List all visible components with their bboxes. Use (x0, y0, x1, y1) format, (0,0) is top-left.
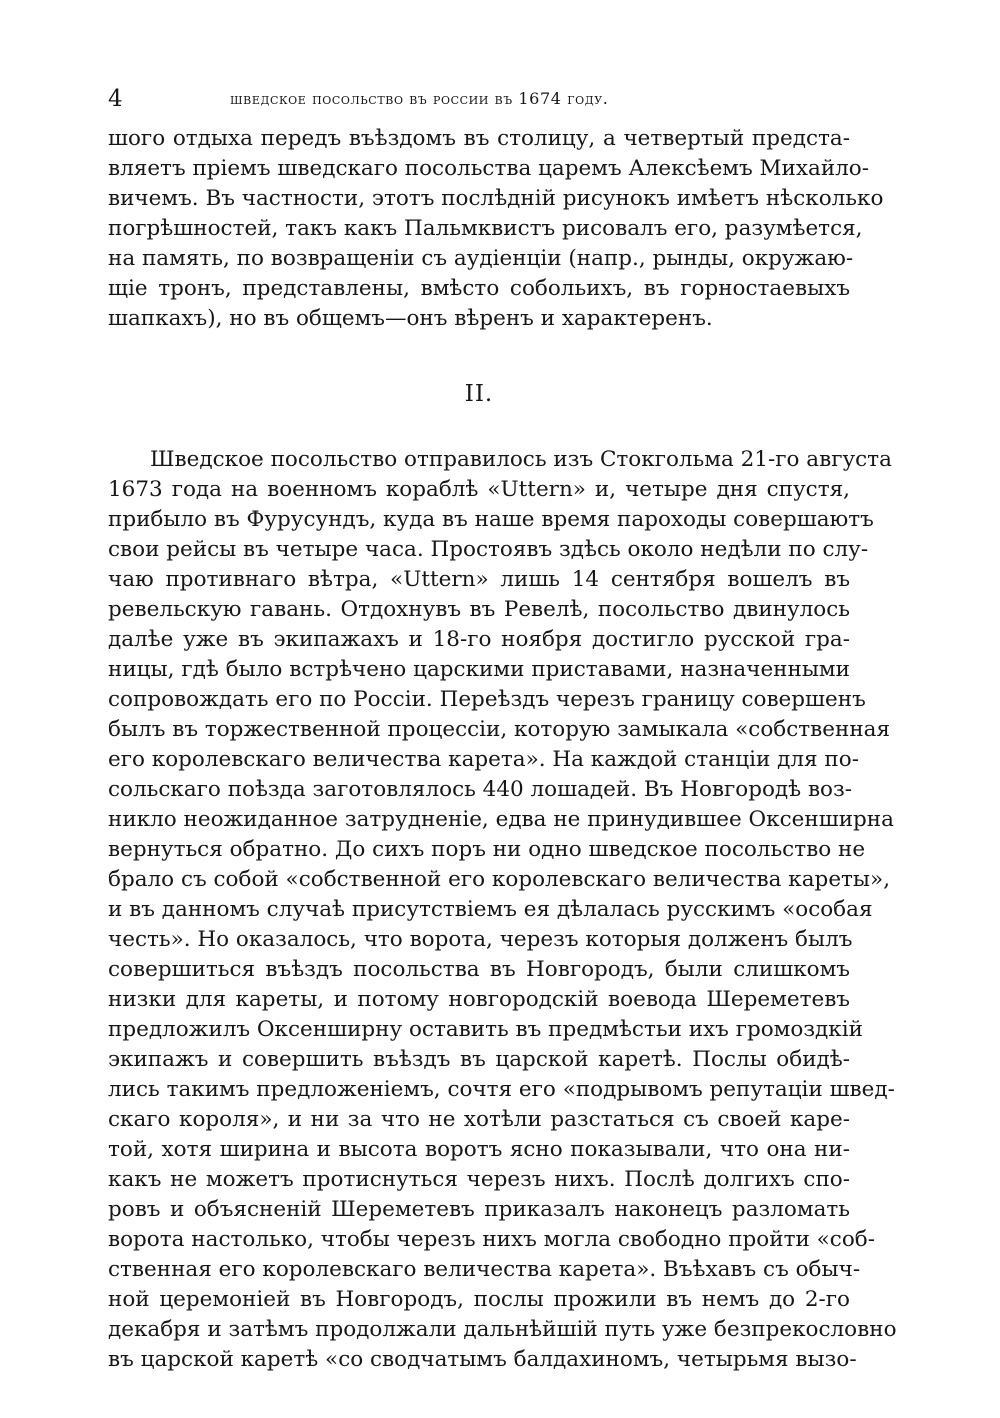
text-line: вернуться обратно. До сихъ поръ ни одно шведское посольство не (108, 837, 866, 862)
text-line: и въ данномъ случаѣ присутствіемъ ея дѣлалась русскимъ «особая (108, 897, 873, 922)
text-line: декабря и затѣмъ продолжали дальнѣйшій путь уже безпрекословно (108, 1317, 897, 1342)
text-line: 1673 года на военномъ кораблѣ «Uttern» и, четыре дня спустя, (108, 477, 850, 502)
text-line: предложилъ Оксенширну оставить въ предмѣстьи ихъ громоздкій (108, 1017, 863, 1042)
text-line: сопровождать его по Россіи. Переѣздъ черезъ границу совершенъ (108, 687, 866, 712)
text-line: ровъ и объясненій Шереметевъ приказалъ наконецъ разломать (108, 1197, 850, 1222)
paragraph-continuation (108, 124, 884, 334)
text-line: ворота настолько, чтобы черезъ нихъ могла свободно пройти «соб- (108, 1227, 875, 1252)
text-line: сольскаго поѣзда заготовлялось 440 лошадей. Въ Новгородѣ воз- (108, 777, 852, 802)
text-line: той, хотя ширина и высота воротъ ясно показывали, что она ни- (108, 1137, 850, 1162)
text-line: никло неожиданное затрудненіе, едва не принудившее Оксенширна (108, 807, 894, 832)
text-line: прибыло въ Фурусундъ, куда въ наше время пароходы совершаютъ (108, 507, 874, 532)
text-line: скаго короля», и ни за что не хотѣли разстаться съ своей каре- (108, 1107, 850, 1132)
text-line: низки для кареты, и потому новгородскій воевода Шереметевъ (108, 987, 850, 1012)
text-line: былъ въ торжественной процессіи, которую замыкала «собственная (108, 717, 891, 742)
text-line: погрѣшностей, такъ какъ Пальмквистъ рисовалъ его, разумѣется, (108, 216, 863, 241)
page-number: 4 (108, 86, 123, 112)
text-line: свои рейсы въ четыре часа. Простоявъ здѣсь около недѣли по слу- (108, 537, 869, 562)
document-page (108, 84, 897, 1375)
running-header (108, 84, 850, 124)
section-heading: II. (464, 381, 494, 407)
text-line: честь». Но оказалось, что ворота, черезъ которыя долженъ былъ (108, 927, 853, 952)
text-line: въ царской каретѣ «со сводчатымъ балдахиномъ, четырьмя вызо- (108, 1347, 857, 1372)
paragraph-section-two (108, 445, 897, 1375)
text-line: ной церемоніей въ Новгородъ, послы прожили въ немъ до 2-го (108, 1287, 850, 1312)
running-title: шведское посольство въ россии въ 1674 году. (230, 89, 609, 108)
text-line: шого отдыха передъ въѣздомъ въ столицу, а четвертый предста- (108, 126, 850, 151)
text-line: Шведское посольство отправилось изъ Стокгольма 21-го августа (150, 447, 892, 472)
text-line: его королевскаго величества карета». На каждой станціи для по- (108, 747, 859, 772)
text-line: ственная его королевскаго величества карета». Въѣхавъ съ обыч- (108, 1257, 861, 1282)
text-line: какъ не можетъ протиснуться черезъ нихъ. Послѣ долгихъ спо- (108, 1167, 850, 1192)
text-line: на память, по возвращеніи съ аудіенціи (напр., рынды, окружаю- (108, 246, 854, 271)
text-line: брало съ собой «собственной его королевскаго величества кареты», (108, 867, 891, 892)
text-line: совершиться въѣздъ посольства въ Новгородъ, были слишкомъ (108, 957, 850, 982)
text-line: ницы, гдѣ было встрѣчено царскими приставами, назначенными (108, 657, 850, 682)
text-line: щіе тронъ, представлены, вмѣсто собольихъ, въ горностаевыхъ (108, 276, 850, 301)
text-line: вляетъ пріемъ шведскаго посольства царемъ Алексѣемъ Михайло- (108, 156, 870, 181)
text-line: ревельскую гавань. Отдохнувъ въ Ревелѣ, посольство двинулось (108, 597, 850, 622)
text-line: чаю противнаго вѣтра, «Uttern» лишь 14 сентября вошелъ въ (108, 567, 850, 592)
text-line: далѣе уже въ экипажахъ и 18-го ноября достигло русской гра- (108, 627, 850, 652)
text-line: лись такимъ предложеніемъ, сочтя его «подрывомъ репутаціи швед- (108, 1077, 895, 1102)
text-line: экипажъ и совершить въѣздъ въ царской каретѣ. Послы обидѣ- (108, 1047, 850, 1072)
text-line: шапкахъ), но въ общемъ—онъ вѣренъ и характеренъ. (108, 306, 713, 331)
text-line: вичемъ. Въ частности, этотъ послѣдній рисунокъ имѣетъ нѣсколько (108, 186, 884, 211)
